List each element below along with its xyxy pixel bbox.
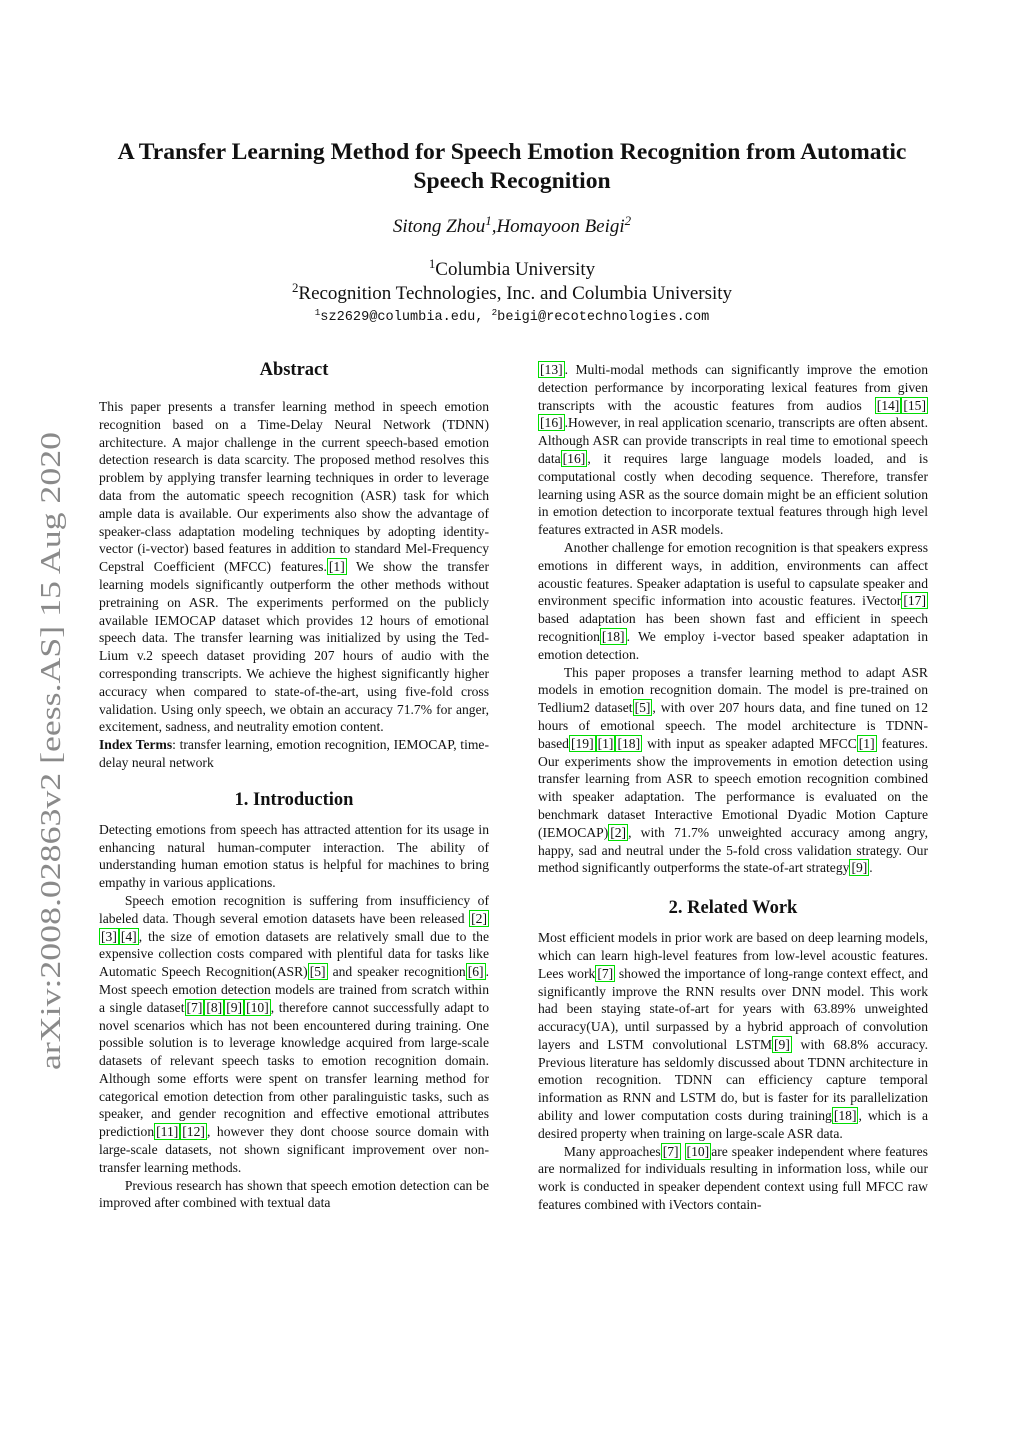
citation-link[interactable]: [6]: [467, 964, 484, 980]
index-terms: [99, 736, 489, 772]
affiliation: [0, 279, 1024, 305]
body-text: , it requires large language models loaded, and is computational costly when decoding sequence. Therefore, transfer learning using ASR as the source domain might be an efficient solution in emotion detection to incorporate textual features through high level features extracted in ASR models.: [538, 450, 928, 538]
body-text: . Multi-modal methods can significantly improve the emotion detection performance by incorporating lexical features from given transcripts with the acoustic features from audios: [538, 362, 928, 413]
citation-link[interactable]: [4]: [120, 928, 137, 944]
arxiv-identifier: [22, 430, 74, 1070]
citation-link[interactable]: [19]: [570, 735, 594, 751]
right-column: [538, 361, 928, 1214]
citation-link[interactable]: [9]: [774, 1036, 790, 1052]
related-paragraph: [538, 1143, 928, 1214]
body-text: Most efficient models in prior work are based on deep learning models, which can learn high-level features from low-level acoustic features. Lees work: [538, 930, 928, 981]
body-text: .: [869, 860, 873, 876]
citation-link[interactable]: [11]: [156, 1124, 179, 1140]
citation-link[interactable]: [1]: [597, 735, 614, 751]
citation-link[interactable]: [9]: [226, 999, 243, 1015]
introduction-heading: 1. Introduction: [234, 789, 354, 810]
body-text: [681, 1144, 685, 1159]
body-paragraph: [538, 539, 928, 664]
related-work-heading: 2. Related Work: [668, 898, 798, 919]
citation-link[interactable]: [7]: [186, 999, 203, 1015]
author-name: Sitong Zhou: [392, 216, 486, 237]
index-terms-label: Index Terms: [99, 737, 173, 753]
body-paragraph: [538, 664, 928, 878]
arxiv-identifier-text: arXiv:2008.02863v2 [eess.AS] 15 Aug 2020: [35, 552, 67, 1070]
intro-paragraph: Previous research has shown that speech emotion detection can be improved after combined with textual data: [99, 1177, 489, 1211]
citation-link[interactable]: [9]: [851, 860, 868, 876]
body-text: Speech emotion recognition is suffering from insufficiency of labeled data. Though several emotion datasets have been released: [99, 892, 489, 926]
citation-link[interactable]: [10]: [686, 1143, 710, 1159]
email-line: $^1$sz2629@columbia.edu, $^2$beigi@recotechnologies.com: [314, 306, 710, 325]
body-text: showed the importance of long-range context effect, and significantly improve the RNN results over DNN model. This work had been staying state-of-art for years with 63.89% unweighted accuracy(UA), until surpassed by a hybrid approach of convolution layers and LSTM convolutional LSTM: [538, 965, 929, 1052]
citation-link[interactable]: [1]: [328, 559, 345, 575]
body-text: , with 71.7% unweighted accuracy among angry, happy, sad and neutral under the 5-fold cross validation strategy. Our method significantly outperforms the state-of-art strategy: [538, 824, 928, 876]
citation-link[interactable]: [1]: [858, 735, 875, 751]
body-text: , with over 207 hours data, and fine tuned on 12 hours of emotional speech. The model architecture is TDNN-based: [538, 700, 928, 751]
body-text: , however they dont choose source domain with large-scale datasets, not shown significant improvement over non-transfer learning methods.: [99, 1124, 489, 1175]
body-paragraph: [538, 361, 928, 539]
citation-link[interactable]: [18]: [601, 628, 625, 644]
citation-link[interactable]: [13]: [540, 362, 563, 377]
body-text: are speaker independent where features are normalized for individuals resulting in information loss, while our work is conducted in speaker dependent context using full MFCC raw features combined with iVectors contain-: [538, 1143, 928, 1213]
email-mark: 1: [314, 306, 321, 318]
citation-link[interactable]: [8]: [206, 999, 223, 1015]
affiliation-mark: 2: [291, 279, 299, 295]
body-text: Another challenge for emotion recognition is that speakers express emotions in different ways, in addition, environments can affect acoustic features. Speaker adaptation is useful to capsulate speaker and environment specific information into acoustic features. iVector: [538, 539, 928, 609]
author-line: Sitong Zhou$^1$,Homayoon Beigi$^2$: [392, 212, 632, 237]
author-mark: 1: [485, 212, 492, 228]
body-text: . Most speech emotion detection models are trained from scratch within a single dataset: [99, 964, 489, 1015]
body-text: and speaker recognition: [327, 964, 466, 980]
body-text: with 68.8% accuracy. Previous literature has seldomly discussed about TDNN architecture in emotion recognition. TDNN can efficiency capture temporal information as RNN and LSTM do, but is faster for its parallelization ability and lower computation costs during training: [538, 1036, 928, 1124]
author-name: Homayoon Beigi: [496, 216, 625, 237]
affiliation-text: Recognition Technologies, Inc. and Columbia University: [298, 283, 733, 304]
abstract-paragraph: [99, 398, 489, 736]
author-mark: 2: [624, 212, 632, 228]
body-text: . We employ i-vector based speaker adaptation in emotion detection.: [538, 628, 928, 662]
body-text: , the size of emotion datasets are relatively small due to the expensive collection costs compared with plentiful data for tasks like Automatic Speech Recognition(ASR): [99, 928, 489, 980]
citation-link[interactable]: [16]: [562, 450, 586, 466]
email-text: sz2629@columbia.edu: [320, 310, 476, 325]
body-text: features. Our experiments show the improvements in emotion detection using transfer learning from ASR to speech emotion recognition combined with speaker adaptation. The performance is evaluated on the benchmark dataset Interactive Emotional Dyadic Motion Capture (IEMOCAP): [538, 735, 928, 840]
citation-link[interactable]: [18]: [833, 1108, 857, 1124]
citation-link[interactable]: [12]: [182, 1124, 205, 1140]
citation-link[interactable]: [17]: [903, 593, 926, 609]
citation-link[interactable]: [10]: [246, 999, 269, 1015]
body-text: This paper proposes a transfer learning method to adapt ASR models in emotion recognition domain. The model is pre-trained on Tedlium2 dataset: [538, 664, 928, 716]
citation-link[interactable]: [3]: [101, 928, 117, 944]
body-text: , which is a desired property when training on large-scale ASR data.: [538, 1108, 928, 1141]
body-text: , therefore cannot successfully adapt to novel scenarios which has not been encountered during training. One possible solution is to leverage knowledge acquired from large-scale datasets of relevant speech tasks to emotion recognition domain. Although some efforts were spent on transfer learning method for categorical emotion detection from other paralinguistic tasks, such as speaker, and gender recognition and effective emotional attributes prediction: [99, 999, 489, 1140]
paper-title: A Transfer Learning Method for Speech Emotion Recognition from Automatic Speech Recognition: [117, 139, 907, 194]
index-terms-text: : transfer learning, emotion recognition, IEMOCAP, time-delay neural network: [99, 737, 489, 770]
abstract-text: This paper presents a transfer learning method in speech emotion recognition based on a Time-Delay Neural Network (TDNN) architecture. A major challenge in the current speech-based emotion detection research is data scarcity. The proposed method resolves this problem by applying transfer learning techniques in order to leverage data from the automatic speech recognition (ASR) task for which ample data is available. Our experiments also show the advantage of speaker-class adaptation modeling techniques by adopting identity-vector (i-vector) based features in addition to standard Mel-Frequency Cepstral Coefficient (MFCC) features.: [99, 399, 489, 575]
abstract-heading: Abstract: [259, 360, 329, 380]
affiliation-mark: 1: [428, 255, 436, 271]
body-text: with input as speaker adapted MFCC: [642, 735, 857, 751]
citation-link[interactable]: [16]: [540, 415, 563, 431]
citation-link[interactable]: [7]: [597, 965, 614, 981]
affiliation-text: Columbia University: [435, 259, 596, 280]
citation-link[interactable]: [14]: [876, 397, 900, 413]
citation-link[interactable]: [7]: [662, 1143, 679, 1159]
citation-link[interactable]: [2]: [610, 824, 627, 840]
affiliation: [0, 255, 1024, 281]
body-text: .However, in real application scenario, transcripts are often absent. Although ASR can provide transcripts in real time to emotional speech data: [538, 415, 928, 466]
citation-link[interactable]: [15]: [903, 397, 926, 413]
body-text: based adaptation has been shown fast and efficient in speech recognition: [538, 611, 928, 644]
abstract-text: We show the transfer learning models significantly outperform the other methods without pretraining on ASR. The experiments performed on the publicly available IEMOCAP dataset which provides 12 hours of emotional speech data. The transfer learning was initialized by using the Ted-Lium v.2 speech dataset providing 207 hours of audio with the corresponding transcripts. We achieve the highest significantly higher accuracy when compared to state-of-the-art, using five-fold cross validation. Using only speech, we obtain an accuracy 71.7% for anger, excitement, sadness, and neutrality emotion content.: [99, 559, 489, 735]
citation-link[interactable]: [5]: [634, 700, 651, 716]
citation-link[interactable]: [5]: [309, 964, 326, 980]
related-paragraph: [538, 929, 928, 1143]
left-column: [99, 358, 489, 1212]
citation-link[interactable]: [2]: [471, 910, 487, 926]
email-mark: 2: [491, 306, 498, 318]
body-text: Many approaches: [563, 1143, 661, 1159]
intro-paragraph: [99, 892, 489, 1177]
email-text: beigi@recotechnologies.com: [497, 310, 710, 325]
citation-link[interactable]: [18]: [617, 735, 641, 751]
intro-paragraph: Detecting emotions from speech has attracted attention for its usage in enhancing natural human-computer interaction. The ability of understanding human emotion status is helpful for machines to bring empathy in various applications.: [99, 821, 489, 891]
